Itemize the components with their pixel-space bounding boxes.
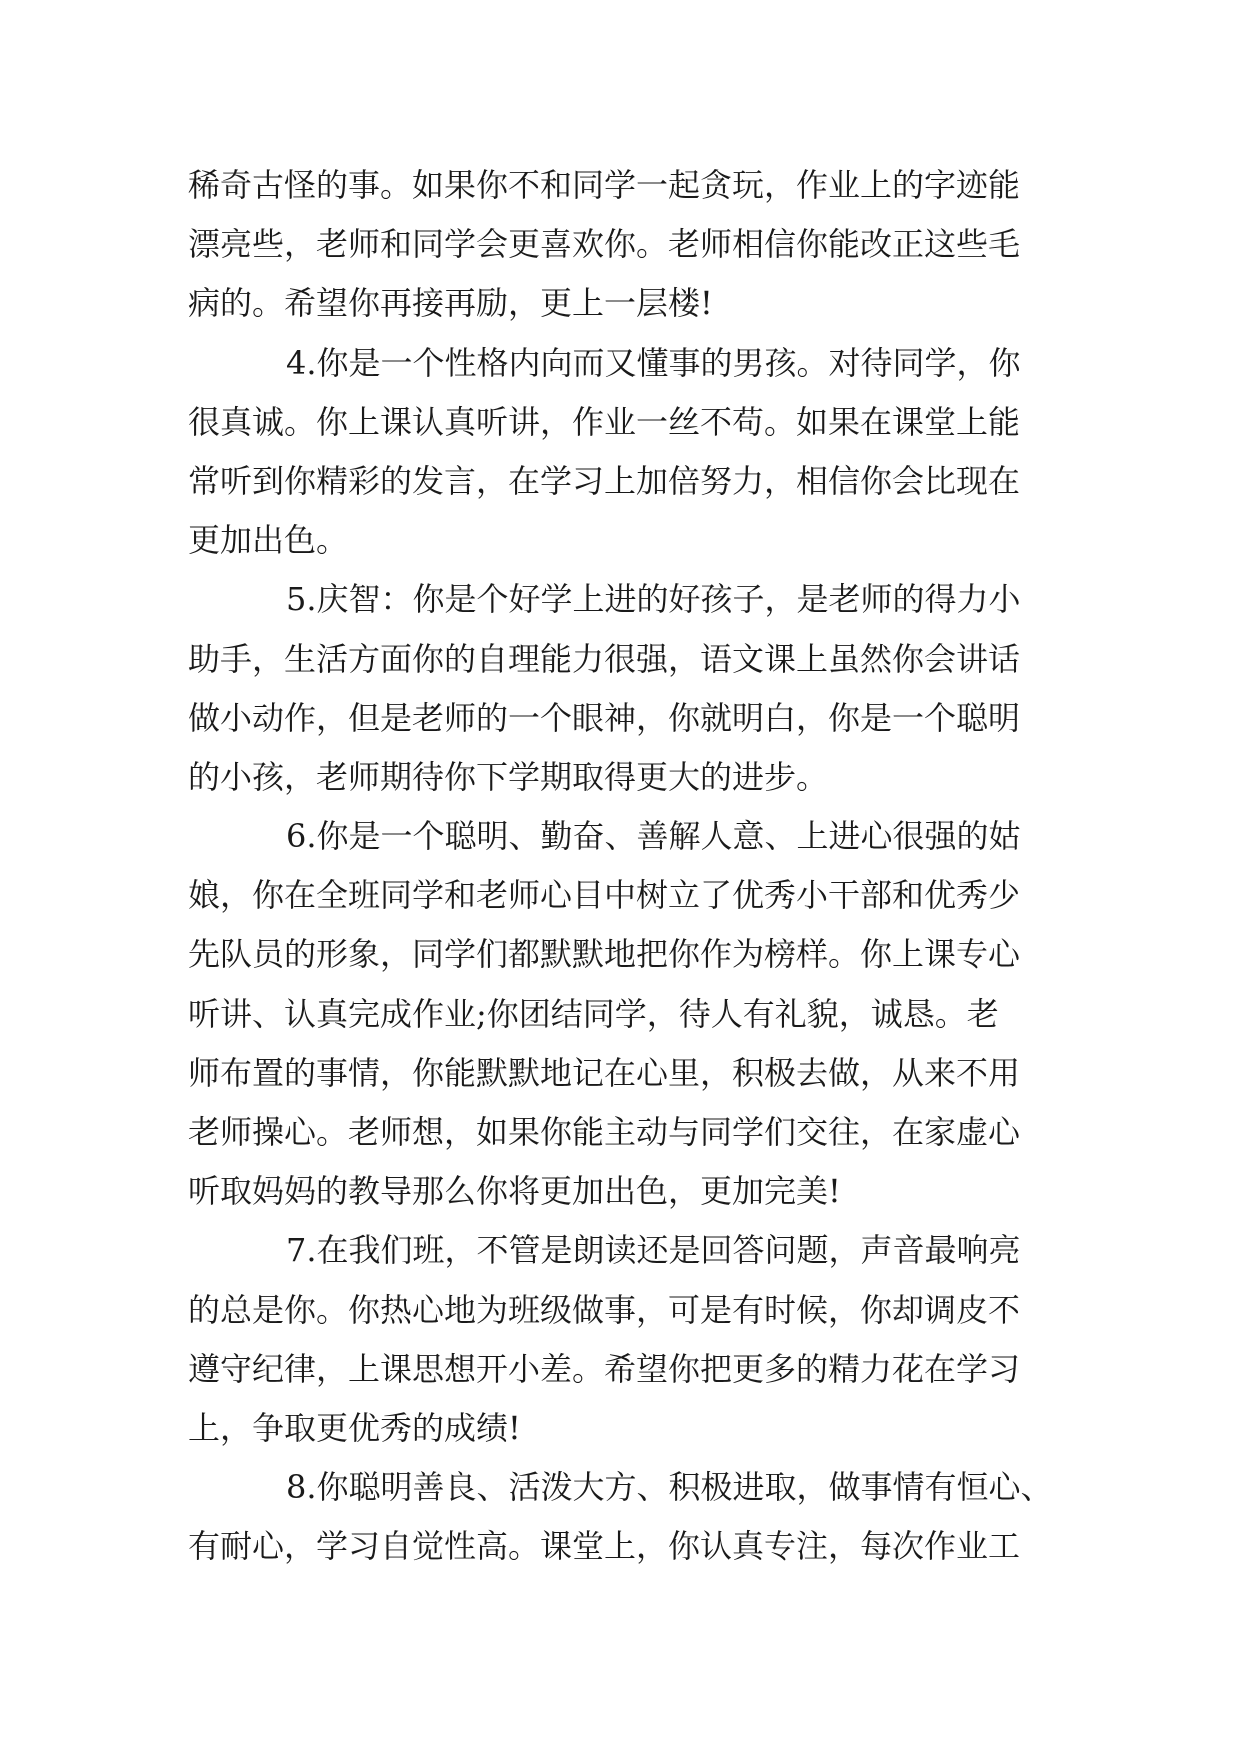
text-line: 有耐心，学习自觉性高。课堂上，你认真专注，每次作业工 [188, 1527, 1021, 1566]
text-line: 漂亮些，老师和同学会更喜欢你。老师相信你能改正这些毛 [188, 225, 1021, 264]
text-line: 听讲、认真完成作业;你团结同学，待人有礼貌，诚恳。老 [188, 994, 999, 1033]
document-body [188, 156, 1054, 1577]
text-line: 助手，生活方面你的自理能力很强，语文课上虽然你会讲话 [188, 639, 1021, 678]
text-line: 娘，你在全班同学和老师心目中树立了优秀小干部和优秀少 [188, 876, 1021, 915]
paragraph-start-line: 5.庆智：你是个好学上进的好孩子，是老师的得力小 [286, 580, 1021, 619]
text-line: 病的。希望你再接再励，更上一层楼! [188, 284, 713, 323]
text-line: 更加出色。 [188, 521, 349, 560]
text-line: 听取妈妈的教导那么你将更加出色，更加完美! [188, 1172, 841, 1211]
paragraph-start-line: 4.你是一个性格内向而又懂事的男孩。对待同学，你 [286, 343, 1021, 382]
text-line: 常听到你精彩的发言，在学习上加倍努力，相信你会比现在 [188, 461, 1021, 500]
text-line: 老师操心。老师想，如果你能主动与同学们交往，在家虚心 [188, 1113, 1021, 1151]
text-line: 做小动作，但是老师的一个眼神，你就明白，你是一个聪明 [188, 698, 1021, 737]
paragraph-start-line: 7.在我们班，不管是朗读还是回答问题，声音最响亮 [286, 1231, 1021, 1270]
text-line: 上，争取更优秀的成绩! [188, 1408, 521, 1447]
text-line: 很真诚。你上课认真听讲，作业一丝不苟。如果在课堂上能 [188, 402, 1021, 441]
text-line: 遵守纪律，上课思想开小差。希望你把更多的精力花在学习 [188, 1349, 1021, 1388]
text-line: 先队员的形象，同学们都默默地把你作为榜样。你上课专心 [188, 935, 1021, 974]
text-line: 稀奇古怪的事。如果你不和同学一起贪玩，作业上的字迹能 [188, 166, 1021, 204]
text-line: 师布置的事情，你能默默地记在心里，积极去做，从来不用 [188, 1053, 1021, 1092]
paragraph-start-line: 8.你聪明善良、活泼大方、积极进取，做事情有恒心、 [286, 1468, 1053, 1507]
paragraph-start-line: 6.你是一个聪明、勤奋、善解人意、上进心很强的姑 [286, 817, 1021, 856]
text-line: 的总是你。你热心地为班级做事，可是有时候，你却调皮不 [188, 1290, 1021, 1329]
text-line: 的小孩，老师期待你下学期取得更大的进步。 [188, 757, 829, 796]
